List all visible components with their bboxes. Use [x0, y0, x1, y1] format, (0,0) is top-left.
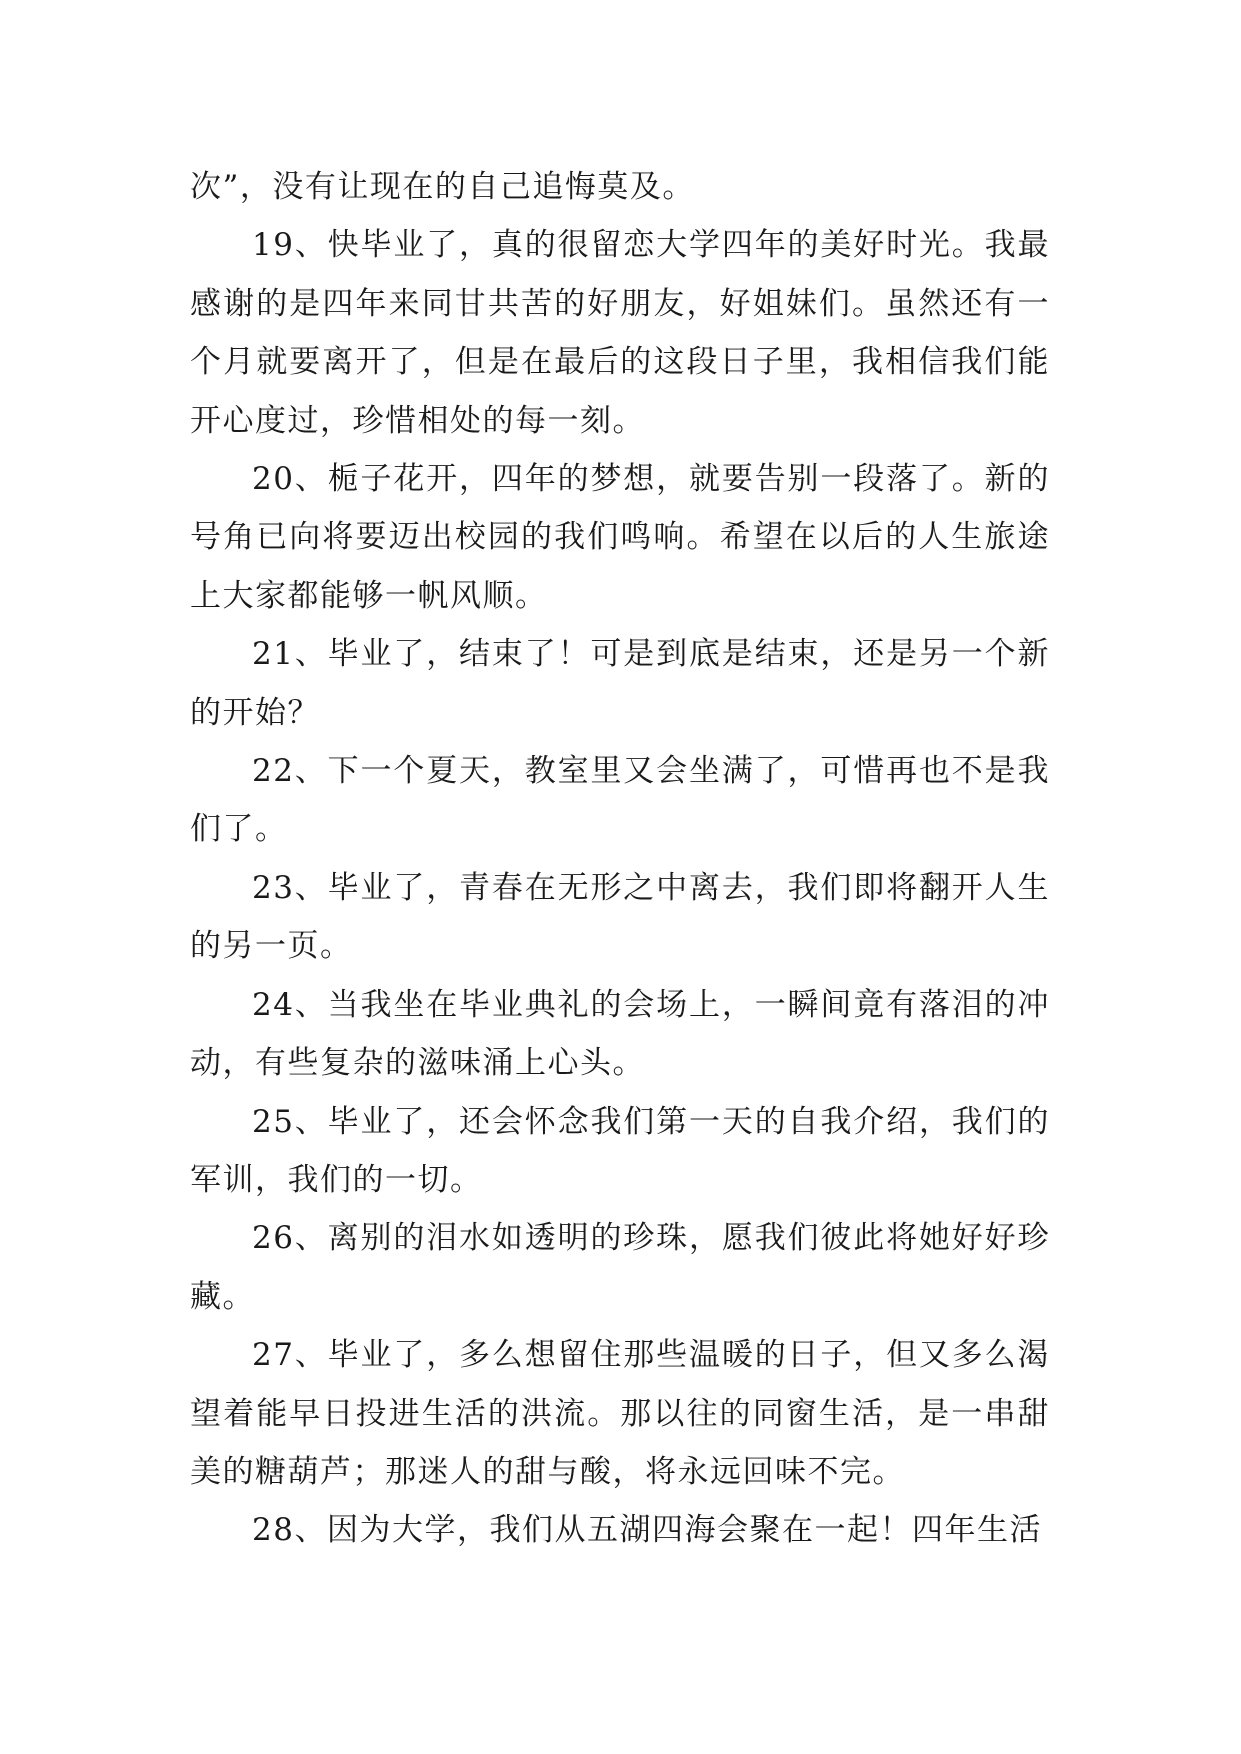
paragraph-20: 20、栀子花开，四年的梦想，就要告别一段落了。新的号角已向将要迈出校园的我们鸣响。希望在以后的人生旅途上大家都能够一帆风顺。: [190, 461, 1050, 614]
paragraph-22: 22、下一个夏天，教室里又会坐满了，可惜再也不是我们了。: [190, 753, 1050, 848]
document-body: [190, 158, 1050, 1560]
paragraph-continuation: 次”，没有让现在的自己追悔莫及。: [190, 169, 695, 205]
paragraph-26: 26、离别的泪水如透明的珍珠，愿我们彼此将她好好珍藏。: [190, 1220, 1050, 1315]
paragraph-27: 27、毕业了，多么想留住那些温暖的日子，但又多么渴望着能早日投进生活的洪流。那以往的同窗生活，是一串甜美的糖葫芦；那迷人的甜与酸，将永远回味不完。: [190, 1337, 1050, 1490]
paragraph-23: 23、毕业了，青春在无形之中离去，我们即将翻开人生的另一页。: [190, 869, 1050, 965]
paragraph-25: 25、毕业了，还会怀念我们第一天的自我介绍，我们的军训，我们的一切。: [190, 1103, 1050, 1198]
paragraph-24: 24、当我坐在毕业典礼的会场上，一瞬间竟有落泪的冲动，有些复杂的滋味涌上心头。: [190, 986, 1050, 1082]
paragraph-28: 28、因为大学，我们从五湖四海会聚在一起！四年生活: [252, 1512, 1042, 1549]
paragraph-21: 21、毕业了，结束了！可是到底是结束，还是另一个新的开始？: [190, 636, 1050, 731]
paragraph-19: 19、快毕业了，真的很留恋大学四年的美好时光。我最感谢的是四年来同甘共苦的好朋友，好姐妹们。虽然还有一个月就要离开了，但是在最后的这段日子里，我相信我们能开心度过，珍惜相处的每一刻。: [190, 227, 1050, 439]
